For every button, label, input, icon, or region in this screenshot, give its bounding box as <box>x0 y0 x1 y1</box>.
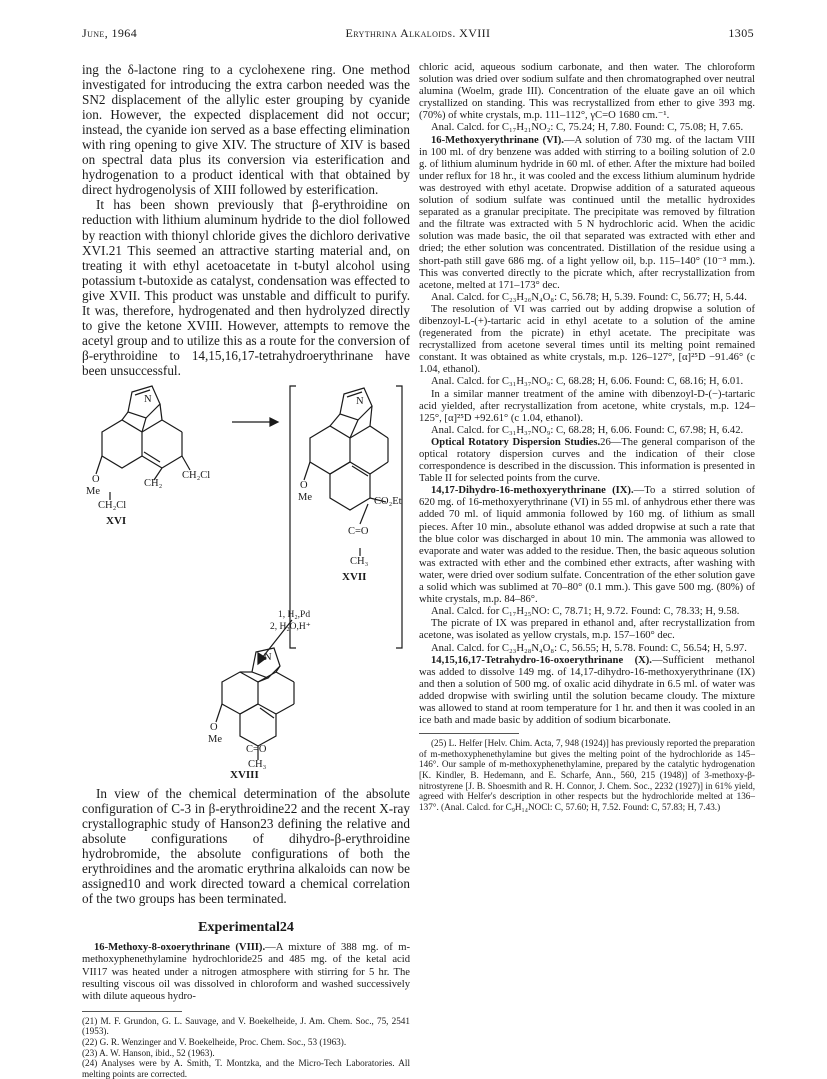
section-title: Optical Rotatory Dispersion Studies. <box>431 436 601 448</box>
paragraph: In view of the chemical determination of the absolute configuration of C-3 in β-erythroidine22 and the recent X-ray crystallographic study of Hanson23 defining the relative and absolute configurations of dihydro-β-erythroidine hydrobromide, the absolute configurations of both the erythroidines and the aromatic erythrina alkaloids can now be assigned10 and work directed toward a chemical correlation of the two groups has been terminated. <box>82 785 410 907</box>
group-label-ch2cl: CH₂Cl <box>98 499 127 511</box>
paragraph: In a similar manner treatment of the amine with dibenzoyl-D-(−)-tartaric acid yielded, after recrystallization from acetone, white crystals, m.p. 124–125°, [α]²⁵D +92.61° (c 1.04, ethanol). <box>419 388 755 424</box>
header-date: June, 1964 <box>82 26 138 40</box>
group-label-c-eq-o: C=O <box>246 743 267 755</box>
compound-title: 16-Methoxy-8-oxoerythrinane (VIII). <box>94 942 266 954</box>
paragraph-body: —A mixture of 388 mg. of m-methoxyphenethylamine hydrochloride25 and 485 mg. of the ketal acid VII17 was heated under a nitrogen atmosphere with stirring for 5 hr. The resulting viscous oil was dissolved in chloroform and washed successively with dilute aqueous hydro- <box>82 942 411 1002</box>
analysis: Anal. Calcd. for C₂₃H₂₈N₄O₈: C, 56.55; H, 5.78. Found: C, 56.54; H, 5.97. <box>431 642 747 654</box>
compound-label-xvii: XVII <box>342 570 367 583</box>
footnote-rule <box>419 733 519 734</box>
group-label-ch3: CH₃ <box>248 758 267 770</box>
paragraph: The picrate of IX was prepared in ethanol and, after recrystallization from acetone, was isolated as yellow crystals, m.p. 157–160° dec. <box>419 618 755 642</box>
paragraph-body: 26—The general comparison of the optical rotatory dispersion curves and the indication of their close correspondence is described in the discussion. This information is presented in Table II for selected points from the curve. <box>419 436 755 485</box>
paragraph <box>419 655 755 728</box>
paragraph-body: —Sufficient methanol was added to dissolve 149 mg. of 14,17-dihydro-16-methoxyerythrinane (IX) and then a solution of 500 mg. of oxalic acid dihydrate in 6.5 ml. of water was added dropwise with swirling until the solution became cloudy. The mixture was allowed to stand at room temperature for 1 hr. and then it was cooled in an ice bath and made basic by addition of sodium bicarbonate. <box>419 654 755 727</box>
footnote-rule <box>82 1011 182 1012</box>
footnote: (24) Analyses were by A. Smith, T. Montzka, and the Micro-Tech Laboratories. All melting points are corrected. <box>82 1058 410 1079</box>
compound-title: 14,17-Dihydro-16-methoxyerythrinane (IX). <box>431 485 634 497</box>
atom-label-me: Me <box>298 491 312 503</box>
structure-xvii <box>304 388 388 556</box>
paragraph <box>419 485 755 606</box>
footnote: (22) G. R. Wenzinger and V. Boekelheide, Proc. Chem. Soc., 53 (1963). <box>82 1037 347 1048</box>
paragraph: chloric acid, aqueous sodium carbonate, and then water. The chloroform solution was dried over sodium sulfate and then chromatographed over neutral alumina (Woelm, grade III). Concentration of the eluate gave an oil which crystallized on standing. This was recrystallized from ether to give 393 mg. (70%) of white crystals, m.p. 111–112°, γC=O 1680 cm.⁻¹. <box>419 62 755 122</box>
paragraph-body: —A solution of 730 mg. of the lactam VIII in 100 ml. of dry benzene was added with stirring to a boiling solution of 2.0 g. of lithium aluminum hydride in 60 ml. of ether. After the mixture had boiled under reflux for 18 hr., it was cooled and the excess lithium aluminum hydride was destroyed with ethyl acetate. Dropwise addition of a saturated aqueous solution of sodium sulfate was continued until the metallic hydroxides separated as a granular precipitate. The precipitate was removed by filtration and the filtrate was extracted with 5 N hydrochloric acid. When the acidic solution was made basic, the oil that separated was extracted with ether and dried; the ether solution was concentrated. Distillation of the residue using a short-path still gave 686 mg. of a light yellow oil, b.p. 115–140° (10⁻³ mm.). This was converted directly to the picrate which, after recrystallization from acetone, melted at 171–173° dec. <box>419 134 755 291</box>
atom-label-me: Me <box>208 733 222 745</box>
analysis: Anal. Calcd. for C₁₇H₂₅NO: C, 78.71; H, 9.72. Found: C, 78.33; H, 9.58. <box>431 606 740 618</box>
right-column <box>419 62 755 812</box>
group-label-ch2cl: CH₂Cl <box>182 469 211 481</box>
atom-label-o: O <box>300 479 308 491</box>
header-title: Erythrina Alkaloids. XVIII <box>345 26 491 40</box>
analysis: Anal. Calcd. for C₂₃H₂₆N₄O₈: C, 56.78; H, 5.39. Found: C, 56.77; H, 5.44. <box>431 291 747 303</box>
group-label-c-eq-o: C=O <box>348 525 369 537</box>
reaction-step-1: 1, H₂,Pd <box>278 609 311 620</box>
compound-label-xvi: XVI <box>106 514 127 527</box>
paragraph: It has been shown previously that β-erythroidine on reduction with lithium aluminum hydride to the diol followed by reaction with thionyl chloride gives the dichloro derivative XVI.21 This seemed an attractive starting material and, on treating it with ethyl acetoacetate in t-butyl alcohol using potassium t-butoxide as catalyst, condensation was effected to give XVII. This product was unstable and difficult to purify. It was, therefore, hydrogenated and then hydrolyzed directly to give the ketone XVIII. However, attempts to remove the acetyl group and to utilize this as a route for the conversion of β-erythroidine to 14,15,16,17-tetrahydroerythrinane have been unsuccessful. <box>82 197 410 378</box>
paragraph: ing the δ-lactone ring to a cyclohexene ring. One method investigated for introducing the extra carbon needed was the SN2 displacement of the allylic ester grouping by cyanide ion. However, the expected displacement did not occur; instead, the cyanide ion served as a base effecting elimination with ring opening to give XIV. The structure of XIV is based on spectral data plus its conversion via esterification and hydrogenation to a product identical with that obtained by direct hydrogenolysis of XIII followed by esterification. <box>82 62 410 198</box>
group-label-ch3: CH₃ <box>350 555 369 567</box>
compound-title: 14,15,16,17-Tetrahydro-16-oxoerythrinane (X). <box>431 654 652 666</box>
atom-label-o: O <box>210 721 218 733</box>
analysis: Anal. Calcd. for C₁₇H₂₁NO₂: C, 75.24; H, 7.80. Found: C, 75.08; H, 7.65. <box>431 122 744 134</box>
footnote: (23) A. W. Hanson, ibid., 52 (1963). <box>82 1047 215 1058</box>
left-column <box>82 62 410 1079</box>
paragraph <box>419 437 755 485</box>
paragraph <box>419 135 755 292</box>
group-label-co2et: CO₂Et <box>374 495 402 507</box>
reaction-scheme <box>82 382 410 781</box>
footnote: (25) L. Helfer [Helv. Chim. Acta, 7, 948 (1924)] has previously reported the preparation of m-methoxyphenethylamine but gives the melting point of the hydrochloride as 145–146°. Our sample of m-methoxyphenethylamine, prepared by the catalytic hydrogenation [K. Kindler, B. Hedemann, and E. Scharfe, Ann., 560, 215 (1948)] of 3-methoxy-β-nitrostyrene [J. B. Shoesmith and R. H. Connor, J. Chem. Soc., 2232 (1927)] in 61% yield, agreed with Helfer's description in other respects but the hydrochloride melted at 136–137°. (Anal. Calcd. for C₉H₁₄NOCl: C, 57.60; H, 7.52. Found: C, 57.83; H, 7.43.) <box>419 738 755 812</box>
running-header <box>82 26 754 42</box>
reaction-step-2: 2, H₂O,H⁺ <box>270 621 311 632</box>
analysis: Anal. Calcd. for C₃₁H₃₇NO₉: C, 68.28; H, 6.06. Found: C, 68.16; H, 6.01. <box>431 376 744 388</box>
atom-label-o: O <box>92 473 100 485</box>
page-number: 1305 <box>728 26 754 40</box>
section-heading: Experimental24 <box>198 920 294 936</box>
footnote: (21) M. F. Grundon, G. L. Sauvage, and V. Boekelheide, J. Am. Chem. Soc., 75, 2541 (1953). <box>82 1015 410 1037</box>
paragraph: The resolution of VI was carried out by adding dropwise a solution of dibenzoyl-L-(+)-tartaric acid in ethyl acetate to a solution of the amine (regenerated from the picrate) in ethyl acetate. The precipitate was recrystallized from acetone several times until its melting point remained constant. It was obtained as white crystals, m.p. 126–127°, [α]²⁵D −91.46° (c 1.04, ethanol). <box>419 303 755 376</box>
atom-label-n: N <box>356 395 364 407</box>
paragraph-body: —To a stirred solution of 620 mg. of 16-methoxyerythrinane (VI) in 55 ml. of anhydrous ether there was added 70 ml. of liquid ammonia followed by 160 mg. of lithium as small pieces. After 10 min., absolute ethanol was added dropwise at such a rate that the blue color was discharged in about 10 min. The ammonia was allowed to evaporate and water was added to the residue. Then, the basic aqueous solution was extracted with ether and the combined ether extracts, after washing with water, were dried over sodium sulfate. Concentration of the ether solution gave a solid which was sublimed at 70–80° (0.1 mm.). This gave 500 mg. (80%) of white crystals, m.p. 84–86°. <box>419 485 755 606</box>
atom-label-n: N <box>144 393 152 405</box>
atom-label-n: N <box>264 651 272 663</box>
group-label-ch2: CH₂ <box>144 477 163 489</box>
paragraph <box>82 942 410 1002</box>
compound-label-xviii: XVIII <box>230 768 259 781</box>
structure-xvi <box>96 386 190 500</box>
compound-title: 16-Methoxyerythrinane (VI). <box>431 134 564 146</box>
atom-label-me: Me <box>86 485 100 497</box>
analysis: Anal. Calcd. for C₃₁H₃₇NO₉: C, 68.28; H, 6.06. Found: C, 67.98; H, 6.42. <box>431 424 744 436</box>
